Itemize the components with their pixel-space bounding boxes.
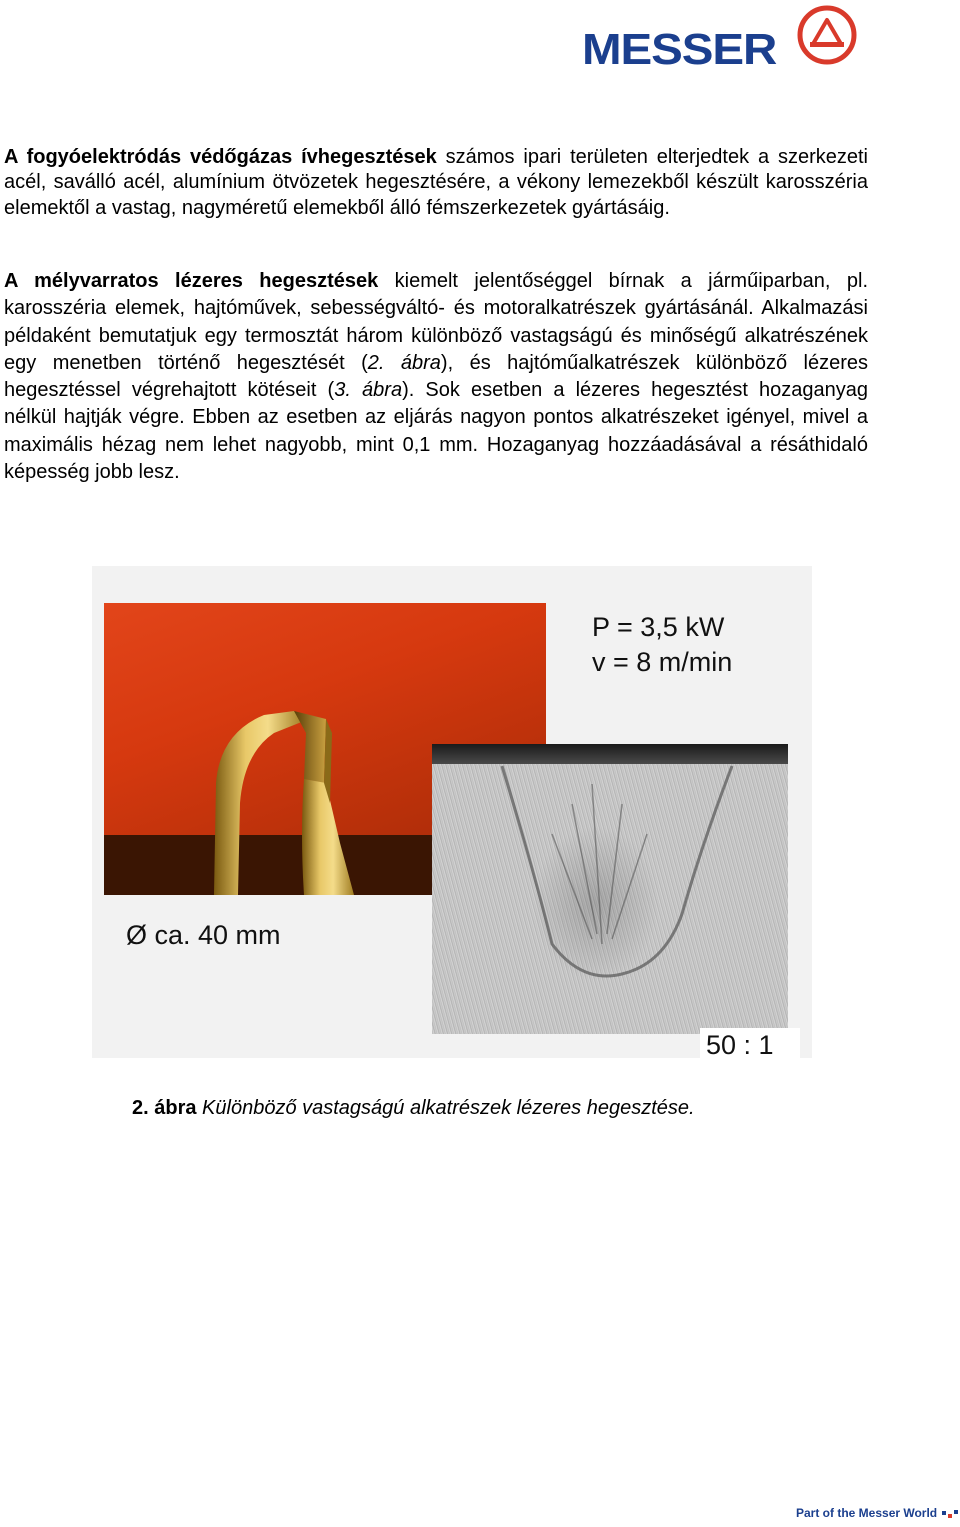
laser-power-label: P = 3,5 kW xyxy=(592,612,725,642)
caption-number: 2. ábra xyxy=(132,1097,197,1119)
paragraph-text: számos ipari területen elterjedtek a szerkezeti acél, saválló acél, alumínium ötvözetek hegesztésére, a vékony lemezekből készült karosszéria elemektől a vastag, nagyméretű elemekből álló fémszerkezetek gyártásáig. xyxy=(4,146,868,219)
paragraph-text: ). Sok esetben a lézeres hegesztést hozaganyag nélkül hajtják végre. Ebben az esetben az eljárás nagyon pontos alkatrészeket igényel, mivel a maximális hézag nem lehet nagyobb, mint 0,1 mm. Hozaganyag hozzáadásával a résáthidaló képesség jobb lesz. xyxy=(4,379,869,484)
paragraph-gma-welding xyxy=(4,145,868,221)
footer-squares-icon xyxy=(942,1509,958,1519)
logo-wordmark: MESSER xyxy=(582,25,777,74)
footer-tagline: Part of the Messer World xyxy=(796,1506,938,1520)
figure-reference: 3. ábra xyxy=(334,379,403,402)
diameter-label: Ø ca. 40 mm xyxy=(126,920,281,950)
paragraph-heading: A mélyvarratos lézeres hegesztések xyxy=(4,270,379,292)
messer-logo xyxy=(582,4,854,74)
caption-text: Különböző vastagságú alkatrészek lézeres hegesztése. xyxy=(202,1097,695,1119)
magnification-box xyxy=(700,1028,800,1060)
paragraph-laser-welding xyxy=(4,268,868,486)
welding-speed-label: v = 8 m/min xyxy=(592,647,733,677)
figure-reference: 2. ábra xyxy=(367,351,441,374)
paragraph-heading: A fogyóelektródás védőgázas ívhegesztések xyxy=(4,146,437,168)
magnification-label: 50 : 1 xyxy=(706,1030,774,1060)
paragraph-text: ), és hajtóműalkatrészek különböző lézeres hegesztéssel végrehajtott kötéseit ( xyxy=(4,351,868,402)
weld-micrograph xyxy=(432,744,788,1034)
weld-bead-outline xyxy=(432,744,788,1034)
paragraph-text: kiemelt jelentőséggel bírnak a járműiparban, pl. karosszéria elemek, hajtóművek, sebességváltó- és motoralkatrészek gyártásánál. Alkalmazási példaként bemutatjuk egy termosztát három különböző vastagságú és minőségű alkatrészének egy menetben történő hegesztését ( xyxy=(4,270,868,374)
messer-emblem-icon xyxy=(796,4,858,66)
figure-caption xyxy=(132,1097,695,1120)
